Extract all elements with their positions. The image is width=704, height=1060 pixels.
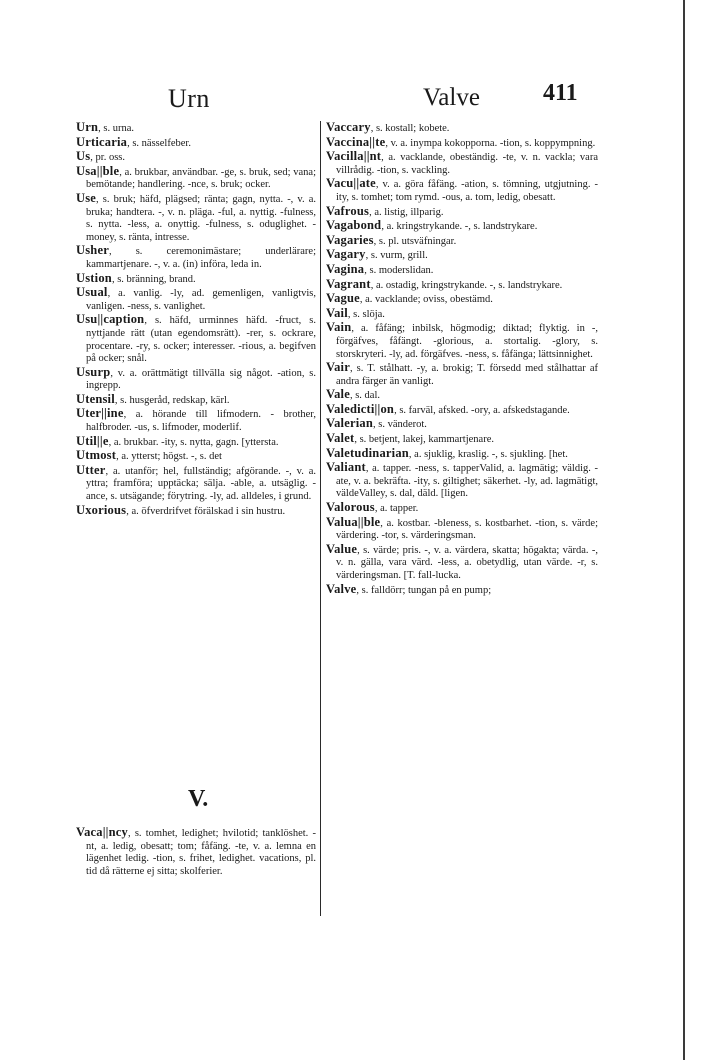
headword: Usual xyxy=(76,285,108,300)
headword: Vaccina||te xyxy=(326,134,386,149)
dictionary-entry: Valedicti||on, s. farväl, afsked. -ory, a. afskedstagande. xyxy=(326,401,570,416)
headword: Usu||caption xyxy=(76,312,145,327)
headword: Vacu||ate xyxy=(326,176,376,191)
headword: Ustion xyxy=(76,270,112,285)
dictionary-entry: Vail, s. slöja. xyxy=(326,305,385,320)
dictionary-entry: Vaccary, s. kostall; kobete. xyxy=(326,120,450,134)
headword: Uxorious xyxy=(76,502,127,517)
dictionary-entry: Vagaries, s. pl. utsväfningar. xyxy=(326,232,457,247)
page-edge-line xyxy=(683,0,685,1060)
headword: Vague xyxy=(326,291,360,306)
dictionary-entry: Valerian, s. vänderot. xyxy=(326,416,427,431)
headword: Vagina xyxy=(326,261,365,276)
dictionary-entry: Vague, a. vacklande; oviss, obestämd. xyxy=(326,291,493,306)
headword: Valiant xyxy=(326,460,366,475)
dictionary-entry: Uxorious, a. öfverdrifvet förälskad i sin hustru. xyxy=(76,502,286,517)
left-column xyxy=(76,121,316,518)
headword: Usa||ble xyxy=(76,163,120,178)
dictionary-entry: Valua||ble, a. kostbar. -bleness, s. kostbarhet. -tion, s. värde; värdering. -tor, s. värderingsman. xyxy=(326,514,598,542)
dictionary-entry: Utensil, s. husgeråd, redskap, kärl. xyxy=(76,391,230,406)
dictionary-entry: Vair, s. T. stålhatt. -y, a. brokig; T. försedd med stålhattar af andra färger än vanligt. xyxy=(326,360,598,387)
right-column xyxy=(326,121,598,597)
dictionary-entry: Valve, s. falldörr; tungan på en pump; xyxy=(326,581,492,596)
dictionary-entry: Ustion, s. bränning, brand. xyxy=(76,270,196,285)
headword: Valerian xyxy=(326,416,373,431)
dictionary-entry: Vaccina||te, v. a. inympa kokopporna. -tion, s. koppympning. xyxy=(326,134,596,149)
headword: Value xyxy=(326,541,358,556)
running-head-right: Valve xyxy=(423,84,480,111)
dictionary-entry: Vaca||ncy, s. tomhet, ledighet; hvilotid; tanklöshet. -nt, a. ledig, obesatt; tom; fåfäng. -te, v. a. lemna en lägenhet ledig. -tion, s. frihet, ledighet. vacations, pl. tid då rätterne ej sitta; skolferier. xyxy=(76,825,316,877)
headword: Vaca||ncy xyxy=(76,825,128,839)
headword: Utmost xyxy=(76,448,117,463)
dictionary-entry: Valiant, a. tapper. -ness, s. tapperValid, a. lagmätig; väldig. -ate, v. a. bekräfta. -ity, s. giltighet; säkerhet. -ly, ad. lagmätigt, väldeValley, s. dal, däld. [ligen. xyxy=(326,460,598,500)
headword: Valua||ble xyxy=(326,514,381,529)
headword: Vagaries xyxy=(326,232,374,247)
headword: Valve xyxy=(326,581,357,596)
headword: Utensil xyxy=(76,391,115,406)
dictionary-entry: Uter||ine, a. hörande till lifmodern. - brother, halfbroder. -us, s. lifmoder, moderlif. xyxy=(76,406,316,434)
headword: Urn xyxy=(76,120,99,134)
headword: Valet xyxy=(326,431,355,446)
dictionary-entry: Usher, s. ceremonimästare; underlärare; kammartjenare. -, v. a. (in) införa, leda in. xyxy=(76,243,316,270)
headword: Vale xyxy=(326,387,350,402)
dictionary-entry: Vain, a. fåfäng; inbilsk, högmodig; diktad; flyktig. in -, förgäfves, fåfängt. -glorious, a. stortalig. -glory, s. storskryteri. -ly, ad. förgäfves. -ness, s. fåfänga; lättsinnighet. xyxy=(326,320,598,360)
headword: Vail xyxy=(326,305,348,320)
headword: Valorous xyxy=(326,500,375,515)
headword: Utter xyxy=(76,462,106,477)
dictionary-entry: Valetudinarian, a. sjuklig, kraslig. -, s. sjukling. [het. xyxy=(326,445,568,460)
dictionary-entry: Us, pr. oss. xyxy=(76,149,126,164)
headword: Valetudinarian xyxy=(326,445,409,460)
dictionary-entry: Util||e, a. brukbar. -ity, s. nytta, gagn. [yttersta. xyxy=(76,433,279,448)
dictionary-entry: Vagina, s. moderslidan. xyxy=(326,261,434,276)
dictionary-entry: Valorous, a. tapper. xyxy=(326,500,419,515)
dictionary-entry: Value, s. värde; pris. -, v. a. värdera, skatta; högakta; värda. -, v. n. gälla, vara värd. -less, a. obetydlig, utan värde. -r, s. värderingsman. [T. fall-lucka. xyxy=(326,541,598,581)
dictionary-entry: Utter, a. utanför; hel, fullständig; afgörande. -, v. a. yttra; framföra; upptäcka; sälja. -able, a. utsäglig. -ance, s. utsägande; förytring. -ly, ad. alldeles, i grund. xyxy=(76,462,316,503)
headword: Util||e xyxy=(76,433,109,448)
dictionary-entry: Urn, s. urna. xyxy=(76,120,135,134)
section-letter: V. xyxy=(188,786,209,812)
headword: Vacilla||nt xyxy=(326,149,382,164)
dictionary-entry: Vagrant, a. ostadig, kringstrykande. -, s. landstrykare. xyxy=(326,276,563,291)
headword: Use xyxy=(76,190,97,205)
dictionary-entry: Vafrous, a. listig, illparig. xyxy=(326,203,444,218)
headword: Us xyxy=(76,149,91,164)
dictionary-entry: Vagary, s. vurm, grill. xyxy=(326,247,428,262)
dictionary-entry: Usurp, v. a. orättmätigt tillvälla sig något. -ation, s. ingrepp. xyxy=(76,364,316,392)
dictionary-entry: Valet, s. betjent, lakej, kammartjenare. xyxy=(326,431,494,446)
headword: Valedicti||on xyxy=(326,401,395,416)
headword: Usurp xyxy=(76,364,111,379)
headword: Vagabond xyxy=(326,218,382,233)
dictionary-entry: Utmost, a. ytterst; högst. -, s. det xyxy=(76,448,222,463)
headword: Vafrous xyxy=(326,203,370,218)
dictionary-entry: Usual, a. vanlig. -ly, ad. gemenligen, vanligtvis, vanligen. -ness, s. vanlighet. xyxy=(76,285,316,312)
headword: Urticaria xyxy=(76,134,128,149)
dictionary-entry: Vacilla||nt, a. vacklande, obeständig. -te, v. n. vackla; vara villrådig. -tion, s. vackling. xyxy=(326,149,598,176)
running-head-left: Urn xyxy=(168,84,210,113)
dictionary-entry: Vacu||ate, v. a. göra fåfäng. -ation, s. tömning, utgjutning. -ity, s. tomhet; tom rymd. -ous, a. tom, ledig, obesatt. xyxy=(326,176,598,203)
headword: Vain xyxy=(326,320,352,335)
dictionary-entry: Vagabond, a. kringstrykande. -, s. landstrykare. xyxy=(326,218,538,233)
dictionary-entry: Usa||ble, a. brukbar, användbar. -ge, s. bruk, sed; vana; bemötande; handlering. -nce, s. bruk; ocker. xyxy=(76,163,316,191)
headword: Vaccary xyxy=(326,120,371,134)
column-divider xyxy=(320,121,321,916)
headword: Vair xyxy=(326,360,350,375)
headword: Usher xyxy=(76,243,109,258)
page-number: 411 xyxy=(543,80,578,106)
dictionary-entry: Usu||caption, s. häfd, urminnes häfd. -fruct, s. nyttjande rätt (utan egendomsrätt). -rer, s. ockrare, procentare. -ry, s. ocker; interesser. -rious, a. begifven på ocker; snål. xyxy=(76,312,316,365)
dictionary-entry: Use, s. bruk; häfd, plägsed; ränta; gagn, nytta. -, v. a. bruka; handtera. -, v. n. pläga. -ful, a. nyttig. -fulness, s. nytta. -less, a. onyttig. -fulness, s. oduglighet. -money, s. ränta, intresse. xyxy=(76,190,316,243)
dictionary-entry: Urticaria, s. nässelfeber. xyxy=(76,134,191,149)
headword: Uter||ine xyxy=(76,406,124,421)
headword: Vagary xyxy=(326,247,366,262)
left-column-v-section xyxy=(76,826,316,878)
headword: Vagrant xyxy=(326,276,371,291)
dictionary-entry: Vale, s. dal. xyxy=(326,387,380,402)
